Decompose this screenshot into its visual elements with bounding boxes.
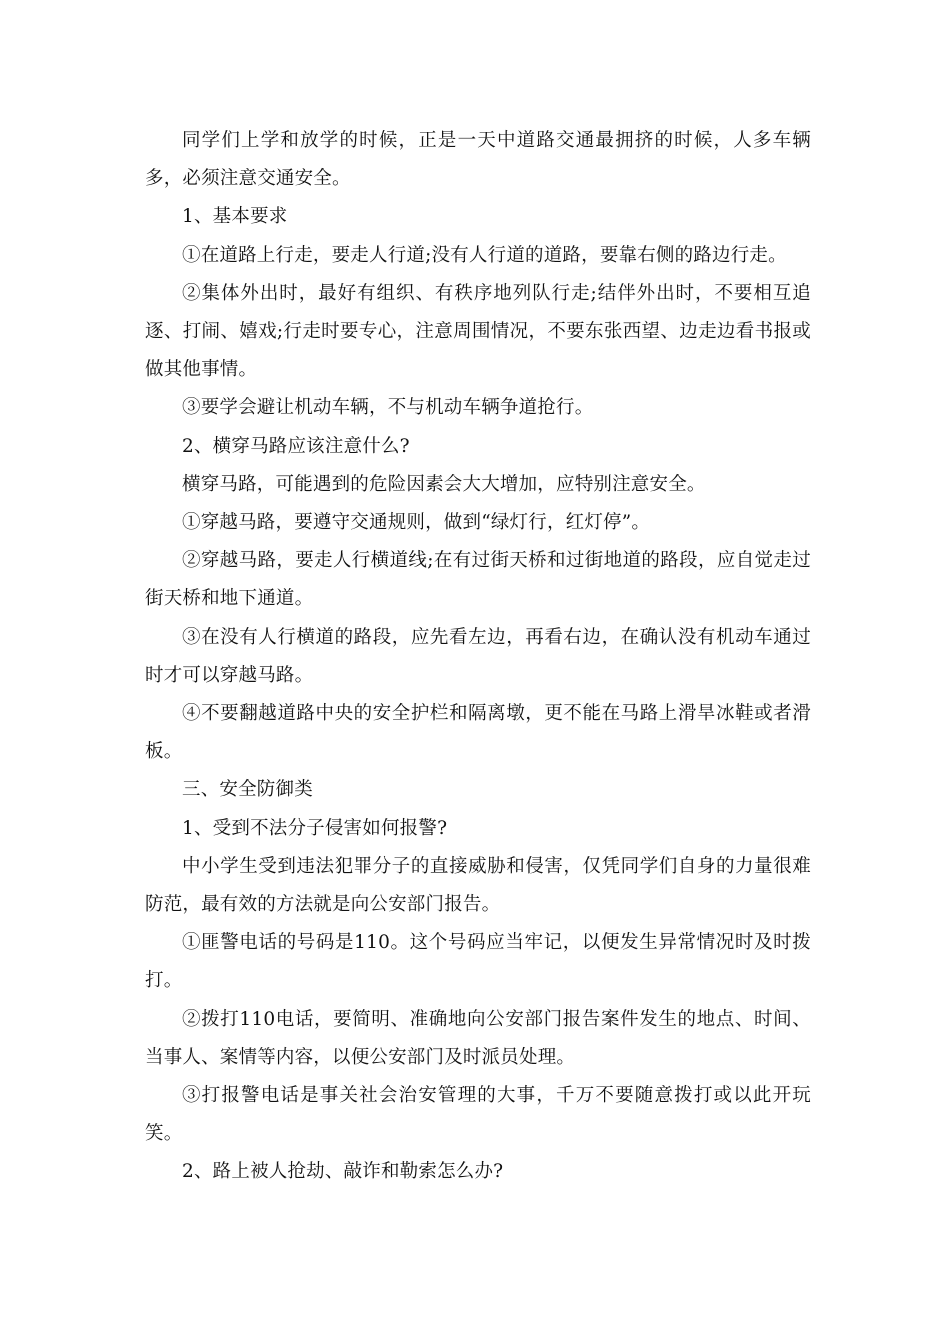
document-body [145, 122, 811, 1192]
heading-basic-requirements: 1、基本要求 [182, 206, 288, 228]
paragraph-intro: 同学们上学和放学的时候，正是一天中道路交通最拥挤的时候，人多车辆多，必须注意交通安全。 [145, 130, 811, 190]
heading-report-police: 1、受到不法分子侵害如何报警? [182, 817, 448, 839]
paragraph-crossing-2: ②穿越马路，要走人行横道线;在有过街天桥和过街地道的路段，应自觉走过街天桥和地下通道。 [145, 550, 811, 610]
paragraph-report-3: ③打报警电话是事关社会治安管理的大事，千万不要随意拨打或以此开玩笑。 [145, 1085, 811, 1145]
paragraph-report-intro: 中小学生受到违法犯罪分子的直接威胁和侵害，仅凭同学们自身的力量很难防范，最有效的方法就是向公安部门报告。 [145, 855, 811, 916]
paragraph-crossing-intro: 横穿马路，可能遇到的危险因素会大大增加，应特别注意安全。 [182, 473, 706, 495]
paragraph-rule-1: ①在道路上行走，要走人行道;没有人行道的道路，要靠右侧的路边行走。 [182, 244, 787, 266]
paragraph-rule-3: ③要学会避让机动车辆，不与机动车辆争道抢行。 [182, 397, 594, 419]
paragraph-crossing-1: ①穿越马路，要遵守交通规则，做到“绿灯行，红灯停”。 [182, 512, 651, 534]
paragraph-crossing-4: ④不要翻越道路中央的安全护栏和隔离墩，更不能在马路上滑旱冰鞋或者滑板。 [145, 703, 811, 763]
heading-robbery: 2、路上被人抢劫、敲诈和勒索怎么办? [182, 1161, 504, 1183]
paragraph-report-2: ②拨打110电话，要简明、准确地向公安部门报告案件发生的地点、时间、当事人、案情等内容，以便公安部门及时派员处理。 [145, 1008, 811, 1068]
heading-safety-defense: 三、安全防御类 [182, 779, 313, 801]
heading-crossing-road: 2、横穿马路应该注意什么? [182, 435, 410, 457]
paragraph-crossing-3: ③在没有人行横道的路段，应先看左边，再看右边，在确认没有机动车通过时才可以穿越马路。 [145, 626, 811, 686]
paragraph-report-1: ①匪警电话的号码是110。这个号码应当牢记，以便发生异常情况时及时拨打。 [145, 932, 811, 992]
paragraph-rule-2: ②集体外出时，最好有组织、有秩序地列队行走;结伴外出时，不要相互追逐、打闹、嬉戏;行走时要专心，注意周围情况，不要东张西望、边走边看书报或做其他事情。 [145, 282, 811, 381]
